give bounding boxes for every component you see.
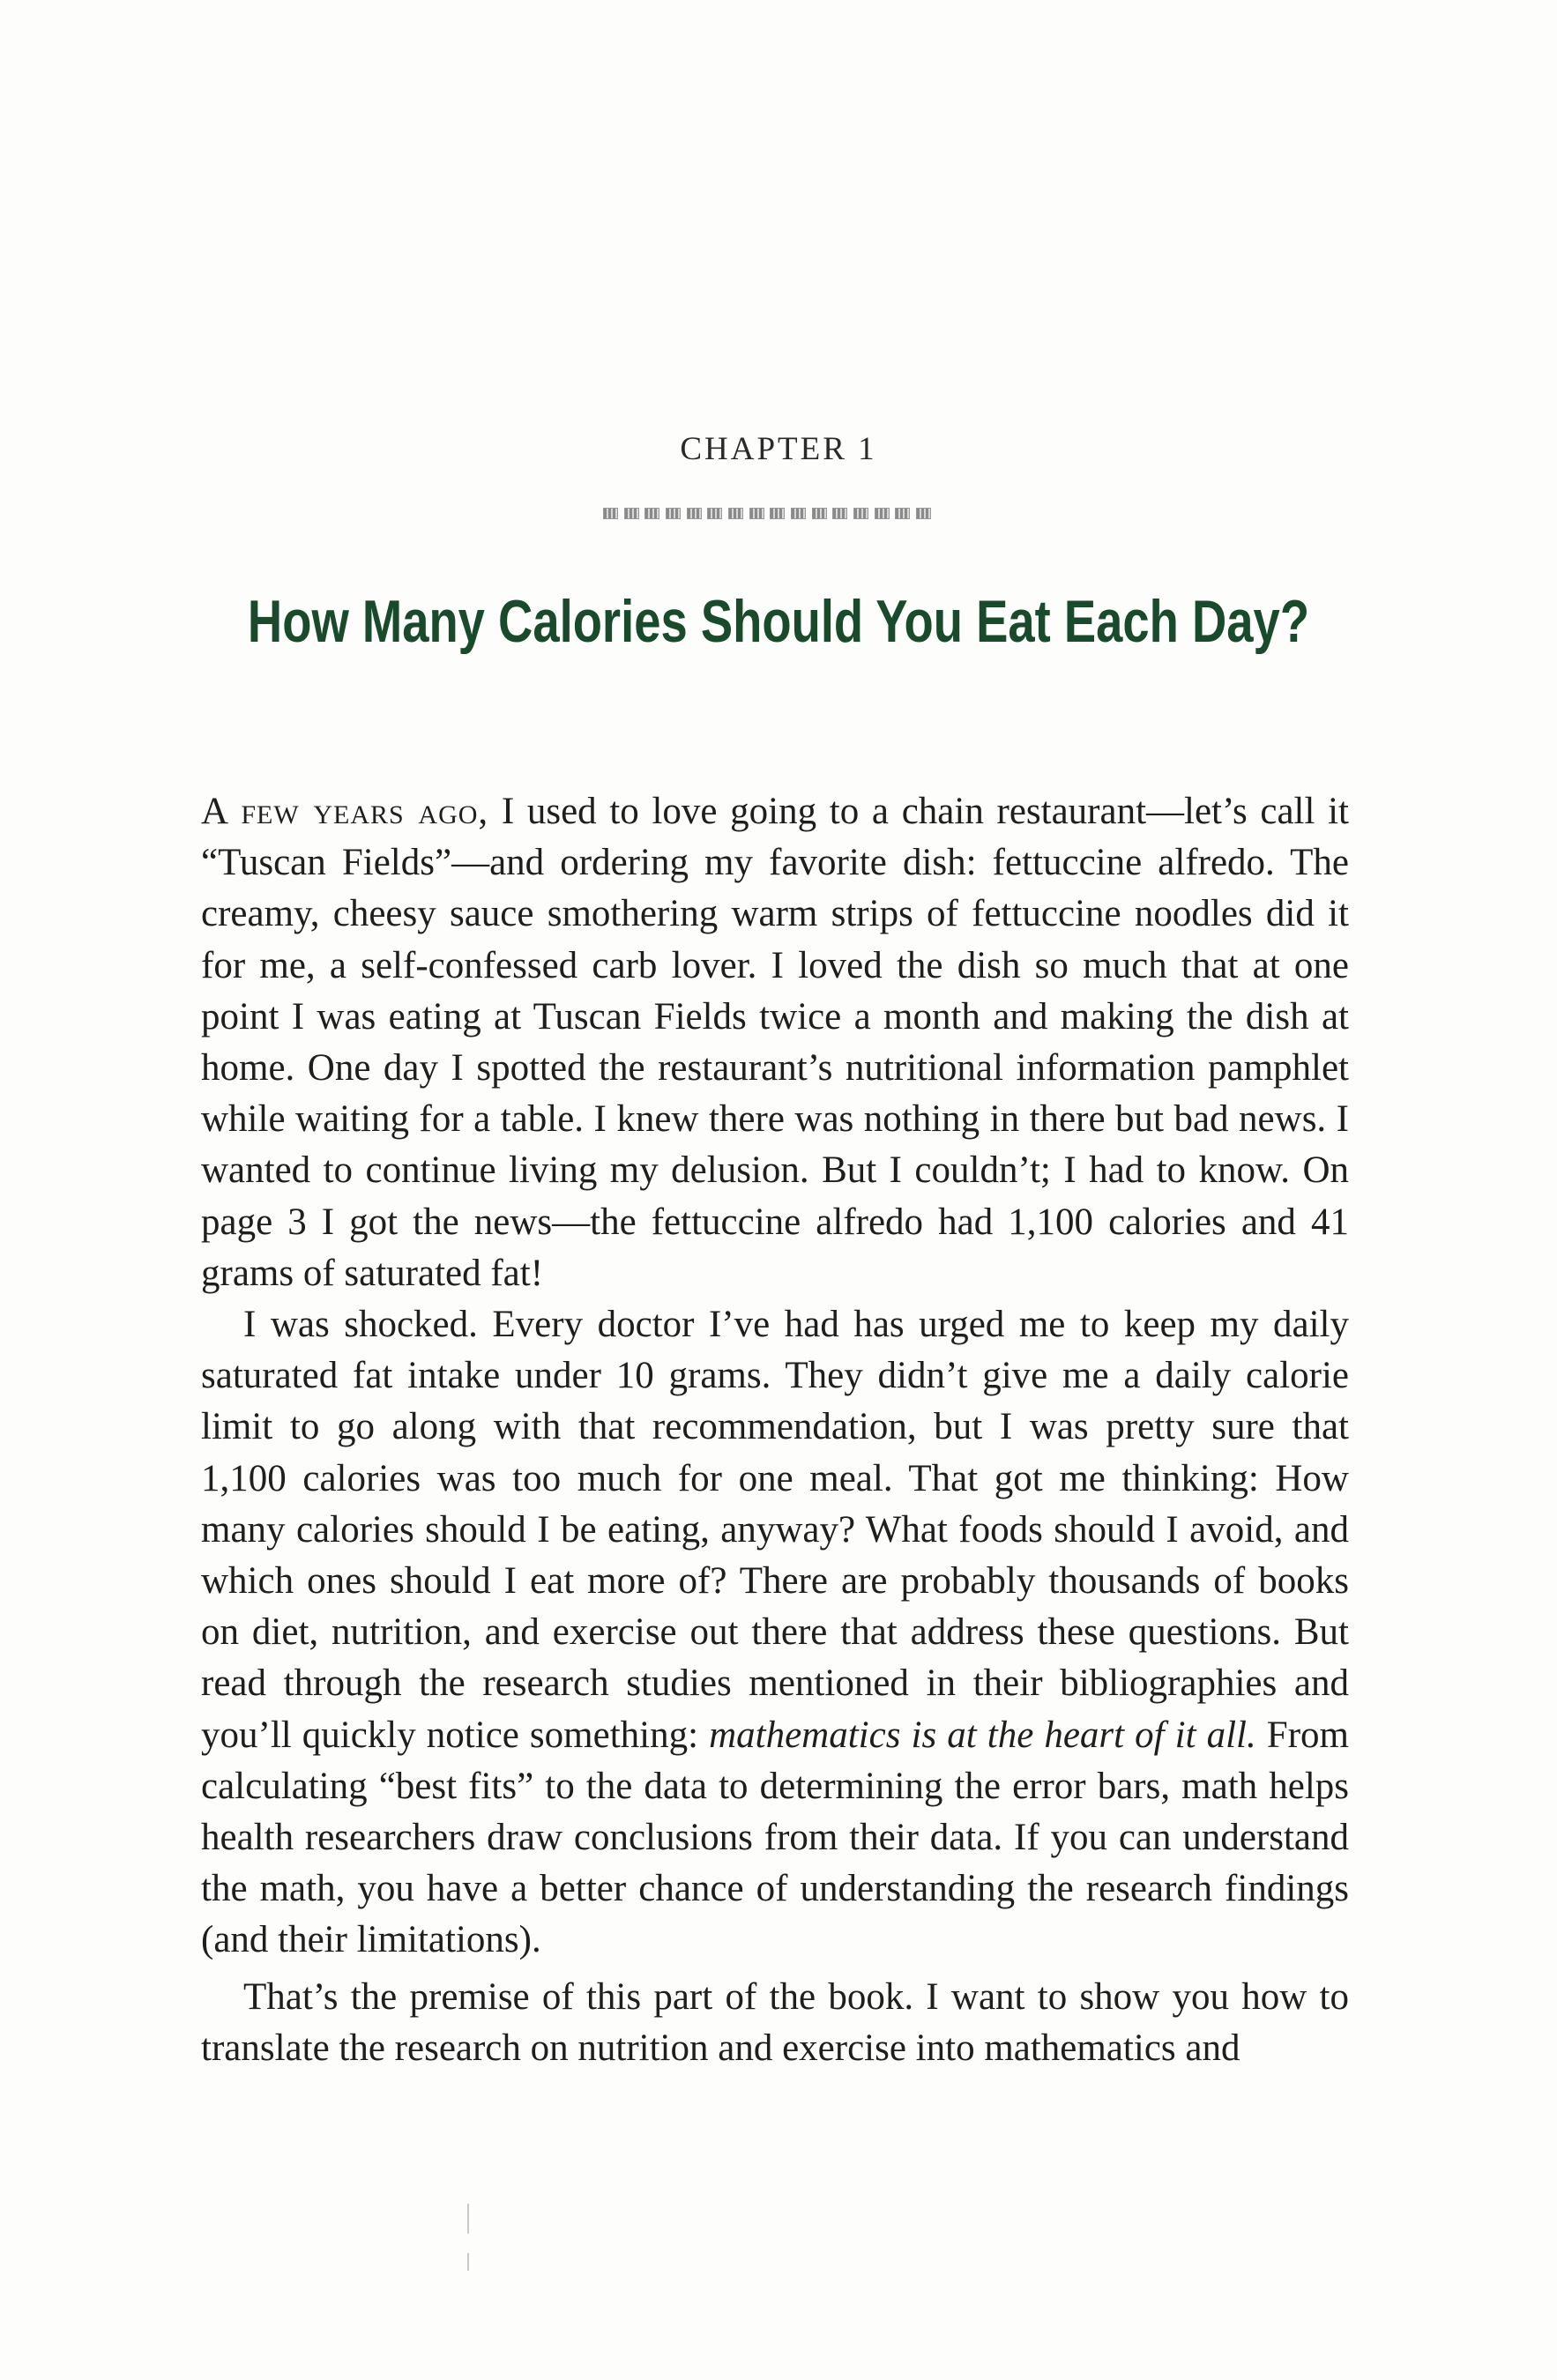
ornament-block xyxy=(624,508,639,519)
ornament-block xyxy=(770,508,785,519)
ornament-block xyxy=(875,508,890,519)
ornament-block xyxy=(687,508,702,519)
paragraph-3 xyxy=(201,1972,1349,2074)
scan-mark xyxy=(467,2253,469,2271)
ornament-block xyxy=(644,508,659,519)
ornament-block xyxy=(853,508,868,519)
ornament-block xyxy=(749,508,764,519)
ornament-block xyxy=(916,508,931,519)
ornament-block xyxy=(707,508,722,519)
chapter-ornament xyxy=(603,506,931,520)
ornament-block xyxy=(812,508,827,519)
paragraph-2-text-before: I was shocked. Every doctor I’ve had has urged me to keep my daily saturated fat intake under 10 grams. They didn’t give me a daily calorie limit to go along with that recommendation, but I was pretty sure that 1,100 calories was too much for one meal. That got me thinking: How many calories should I be eating, anyway? What foods should I avoid, and which ones should I eat more of? There are probably thousands of books on diet, nutrition, and exercise out there that address these questions. But read through the research studies mentioned in their bibliographies and you’ll quickly notice something: xyxy=(201,1304,1349,1756)
chapter-label: CHAPTER 1 xyxy=(680,431,877,467)
ornament-block xyxy=(791,508,806,519)
scan-mark xyxy=(467,2204,469,2234)
lead-in-text: A few years ago, xyxy=(201,791,489,832)
ornament-block xyxy=(603,508,618,519)
lead-in xyxy=(201,791,488,832)
paragraph-1 xyxy=(201,786,1349,1299)
paragraph-3-text: That’s the premise of this part of the book. I want to show you how to translate the research on nutrition and exercise into mathematics and xyxy=(201,1975,1349,2069)
paragraph-1-text: I used to love going to a chain restaurant—let’s call it “Tuscan Fields”—and ordering my favorite dish: fettuccine alfredo. The creamy, cheesy sauce smothering warm strips of fettuccine noodles did it for me, a self-confessed carb lover. I loved the dish so much that at one point I was eating at Tuscan Fields twice a month and making the dish at home. One day I spotted the restaurant’s nutritional information pamphlet while waiting for a table. I knew there was nothing in there but bad news. I wanted to continue living my delusion. But I couldn’t; I had to know. On page 3 I got the news—the fettuccine alfredo had 1,100 calories and 41 grams of saturated fat! xyxy=(201,791,1349,1294)
paragraph-2 xyxy=(201,1299,1349,1967)
body-text xyxy=(201,786,1349,2074)
paragraph-2-emphasis: mathematics is at the heart of it all. xyxy=(709,1714,1256,1756)
ornament-block xyxy=(728,508,743,519)
ornament-block xyxy=(666,508,681,519)
paragraph-2-text-after: From calculating “best fits” to the data to determining the error bars, math helps health researchers draw conclusions from their data. If you can understand the math, you have a better chance of understanding the research findings (and their limitations). xyxy=(201,1714,1349,1961)
ornament-block xyxy=(832,508,847,519)
ornament-block xyxy=(895,508,910,519)
chapter-title: How Many Calories Should You Eat Each Day? xyxy=(247,588,1310,655)
